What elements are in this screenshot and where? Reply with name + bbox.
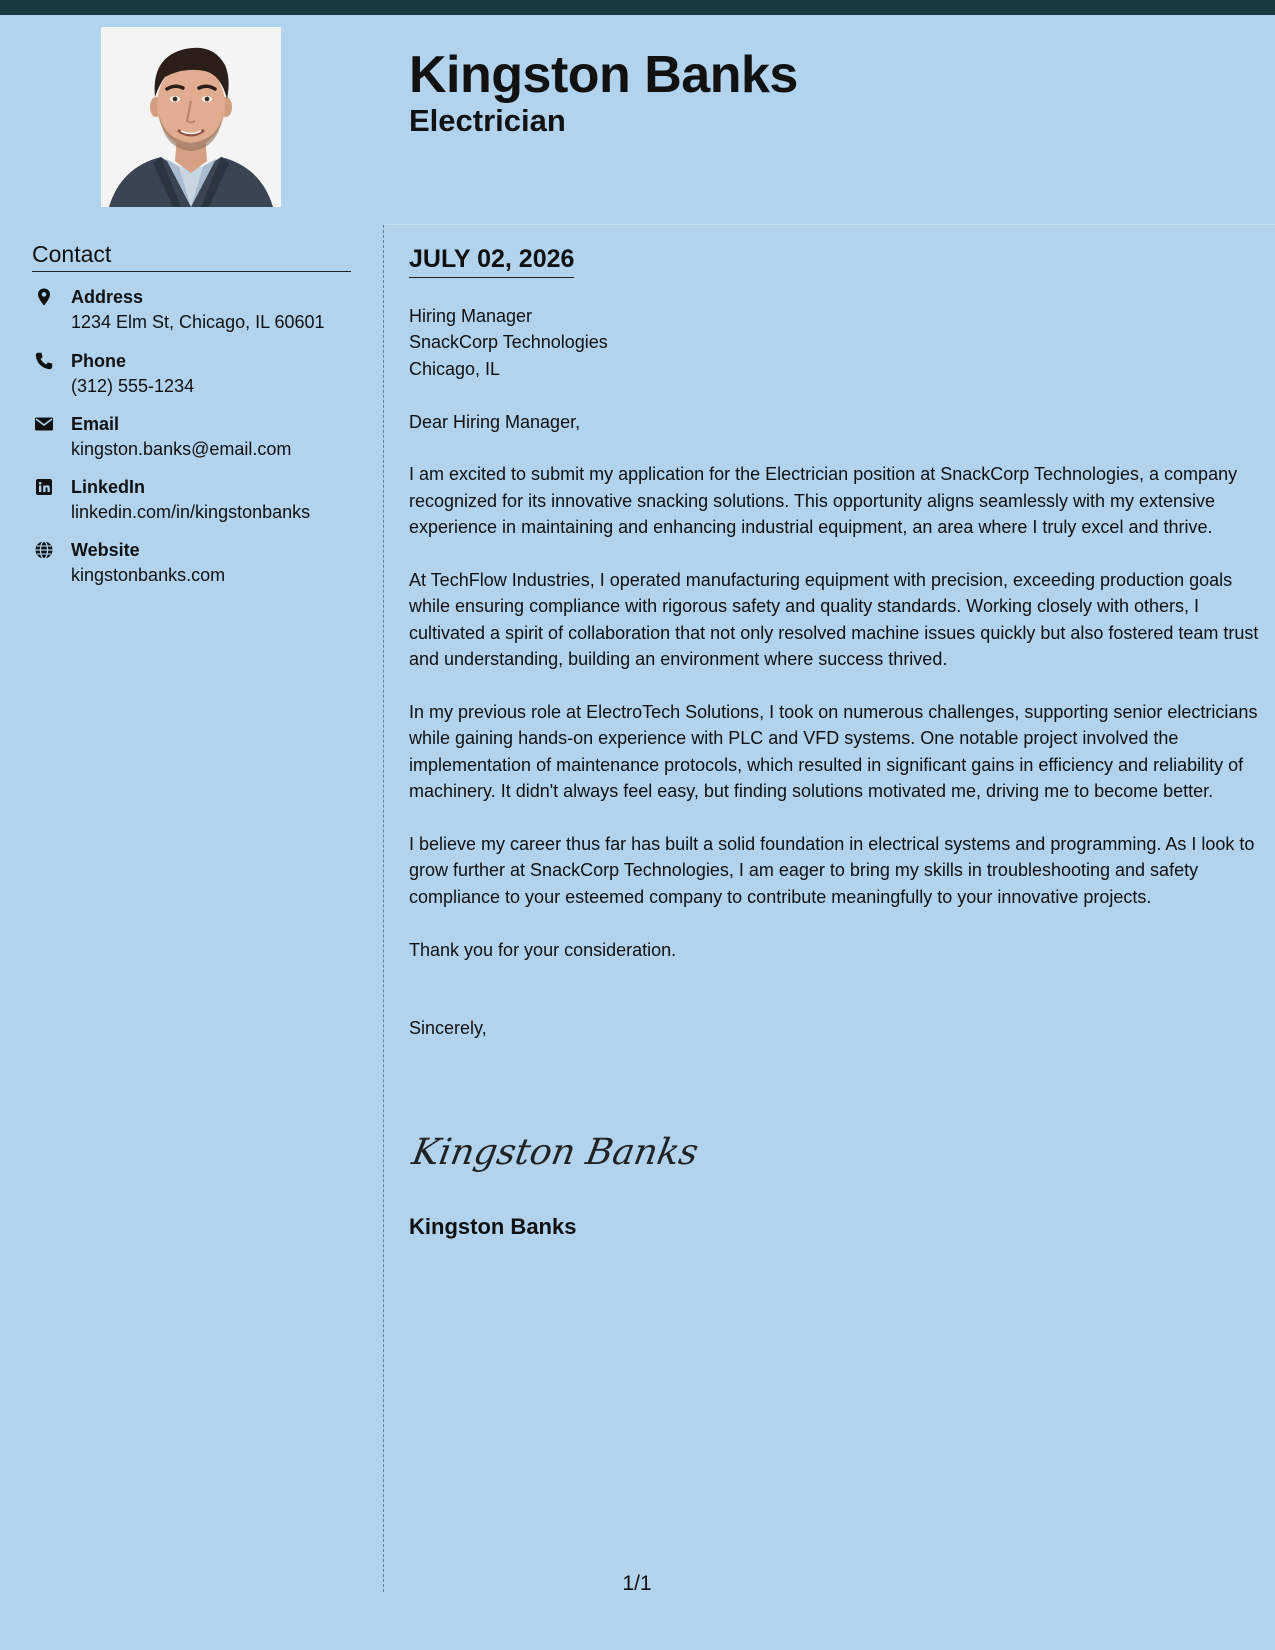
recipient-name: Hiring Manager [409,306,533,326]
header-divider [385,224,1275,225]
svg-text:Kingston Banks: Kingston Banks [409,1130,702,1173]
linkedin-value: linkedin.com/in/kingstonbanks [71,502,311,522]
closing-line: Sincerely, [409,1018,487,1039]
salutation: Dear Hiring Manager, [409,411,581,432]
recipient-location: Chicago, IL [409,358,501,379]
handwritten-signature [409,1122,702,1182]
top-accent-bar [0,0,1275,15]
contact-address [32,285,362,337]
signature-name: Kingston Banks [409,1214,577,1239]
letter-body [409,303,1259,1068]
body-paragraph: I believe my career thus far has built a solid foundation in electrical systems and programming. As I look to grow further at SnackCorp Technologies, I am eager to bring my skills in troubleshooting and safety compliance to your esteemed company to contribute meaningfully to your innovative projects. [409,834,1255,907]
email-value: kingston.banks@email.com [71,439,292,459]
location-pin-icon [34,287,54,307]
phone-value: (312) 555-1234 [71,376,195,396]
contact-label: Email [71,414,120,434]
contact-phone [32,349,362,401]
column-divider [383,225,384,1592]
body-paragraph: I am excited to submit my application for the Electrician position at SnackCorp Technologies, a company recognized for its innovative snacking solutions. This opportunity aligns seamlessly with my extensive experience in maintaining and enhancing industrial equipment, an area where I truly excel and thrive. [409,464,1238,538]
contact-email [32,412,362,464]
letter-date: JULY 02, 2026 [409,243,574,278]
candidate-job-title: Electrician [409,103,566,138]
body-paragraph: At TechFlow Industries, I operated manufacturing equipment with precision, exceeding production goals while ensuring compliance with rigorous safety and quality standards. Working closely with others, I cultivated a spirit of collaboration that not only resolved machine issues quickly but also fostered team trust and understanding, building an environment where success thrived. [409,570,1259,670]
body-paragraph: In my previous role at ElectroTech Solutions, I took on numerous challenges, supporting senior electricians while gaining hands-on experience with PLC and VFD systems. One notable project involved the implementation of maintenance protocols, which resulted in significant gains in efficiency and reliability of machinery. It didn't always feel easy, but finding solutions motivated me, driving me to become better. [409,702,1258,802]
candidate-name: Kingston Banks [409,46,798,104]
website-value: kingstonbanks.com [71,565,226,585]
recipient-block [409,303,1259,382]
contact-label: Website [71,540,140,560]
recipient-company: SnackCorp Technologies [409,332,608,353]
linkedin-icon [34,477,54,497]
contact-label: Phone [71,351,127,371]
globe-icon [34,540,54,560]
envelope-icon [34,414,54,434]
thank-you-line: Thank you for your consideration. [409,939,677,960]
contact-label: Address [71,287,144,307]
page-number: 1/1 [622,1572,652,1595]
contact-label: LinkedIn [71,477,146,497]
address-value: 1234 Elm St, Chicago, IL 60601 [71,312,325,332]
phone-icon [34,351,54,371]
contact-linkedin [32,475,362,527]
contact-website [32,538,362,590]
contact-heading: Contact [32,239,351,272]
profile-photo [101,27,281,207]
